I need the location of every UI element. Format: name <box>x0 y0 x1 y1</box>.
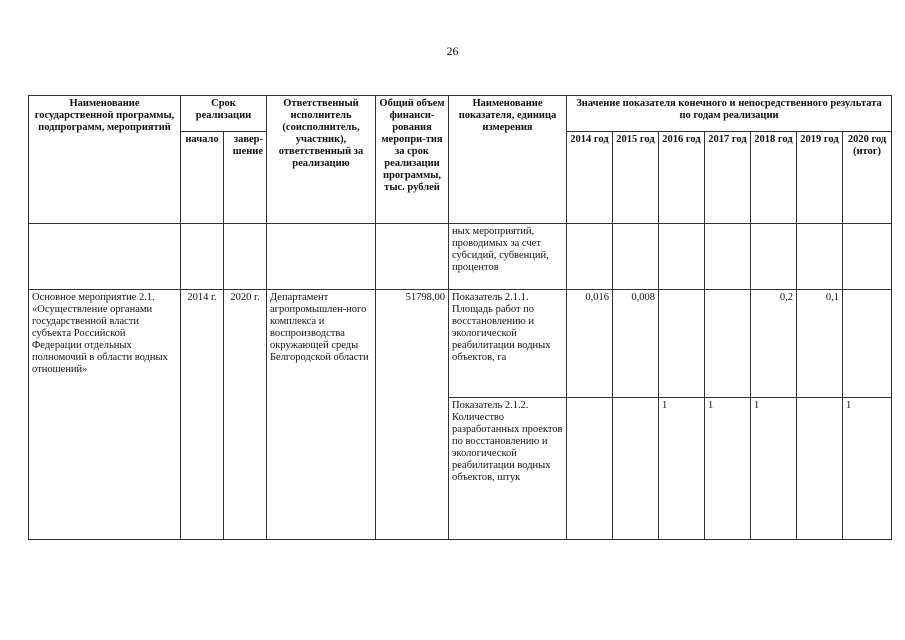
indicator-name: Показатель 2.1.1. Площадь работ по восстановлению и экологической реабилитации водных объектов, га <box>449 290 567 398</box>
empty-cell <box>797 224 843 290</box>
empty-cell <box>843 224 892 290</box>
empty-cell <box>659 224 705 290</box>
program-name: Основное мероприятие 2.1. «Осуществление органами государственной власти субъекта Российской Федерации отдельных полномочий в области водных отношений» <box>29 290 181 540</box>
indicator-value: 1 <box>705 398 751 540</box>
header-indicator: Наименование показателя, единица измерения <box>449 96 567 224</box>
program-table <box>28 95 892 540</box>
empty-cell <box>705 224 751 290</box>
header-start: начало <box>181 132 224 224</box>
funding-volume: 51798,00 <box>376 290 449 540</box>
indicator-value: 1 <box>659 398 705 540</box>
header-year: 2015 год <box>613 132 659 224</box>
header-row <box>29 96 892 132</box>
indicator-value <box>797 398 843 540</box>
header-year: 2017 год <box>705 132 751 224</box>
indicator-value: 0,016 <box>567 290 613 398</box>
empty-cell <box>181 224 224 290</box>
indicator-value <box>705 290 751 398</box>
main-row-indicator-1 <box>29 290 892 398</box>
indicator-value <box>659 290 705 398</box>
empty-cell <box>567 224 613 290</box>
indicator-value <box>567 398 613 540</box>
header-year: 2014 год <box>567 132 613 224</box>
indicator-value <box>613 398 659 540</box>
header-year: 2016 год <box>659 132 705 224</box>
header-year: 2019 год <box>797 132 843 224</box>
indicator-value: 0,2 <box>751 290 797 398</box>
start-year: 2014 г. <box>181 290 224 540</box>
indicator-name: Показатель 2.1.2. Количество разработанных проектов по восстановлению и экологической реабилитации водных объектов, штук <box>449 398 567 540</box>
header-volume: Общий объем финанси-рования меропри-тия за срок реализации программы, тыс. рублей <box>376 96 449 224</box>
header-year: 2018 год <box>751 132 797 224</box>
indicator-value: 1 <box>751 398 797 540</box>
empty-cell <box>224 224 267 290</box>
empty-cell <box>751 224 797 290</box>
header-values-group: Значение показателя конечного и непосредственного результата по годам реализации <box>567 96 892 132</box>
end-year: 2020 г. <box>224 290 267 540</box>
empty-cell <box>267 224 376 290</box>
indicator-continuation: ных мероприятий, проводимых за счет субсидий, субвенций, процентов <box>449 224 567 290</box>
empty-cell <box>613 224 659 290</box>
indicator-value <box>843 290 892 398</box>
continuation-row <box>29 224 892 290</box>
header-period: Срок реализации <box>181 96 267 132</box>
empty-cell <box>376 224 449 290</box>
page-number: 26 <box>446 44 459 58</box>
executor-name: Департамент агропромышлен-ного комплекса и воспроизводства окружающей среды Белгородской области <box>267 290 376 540</box>
indicator-value: 0,008 <box>613 290 659 398</box>
empty-cell <box>29 224 181 290</box>
header-year: 2020 год (итог) <box>843 132 892 224</box>
header-program: Наименование государственной программы, подпрограмм, мероприятий <box>29 96 181 224</box>
header-executor: Ответственный исполнитель (соисполнитель, участник), ответственный за реализацию <box>267 96 376 224</box>
indicator-value: 0,1 <box>797 290 843 398</box>
header-end: завер-шение <box>224 132 267 224</box>
indicator-value: 1 <box>843 398 892 540</box>
